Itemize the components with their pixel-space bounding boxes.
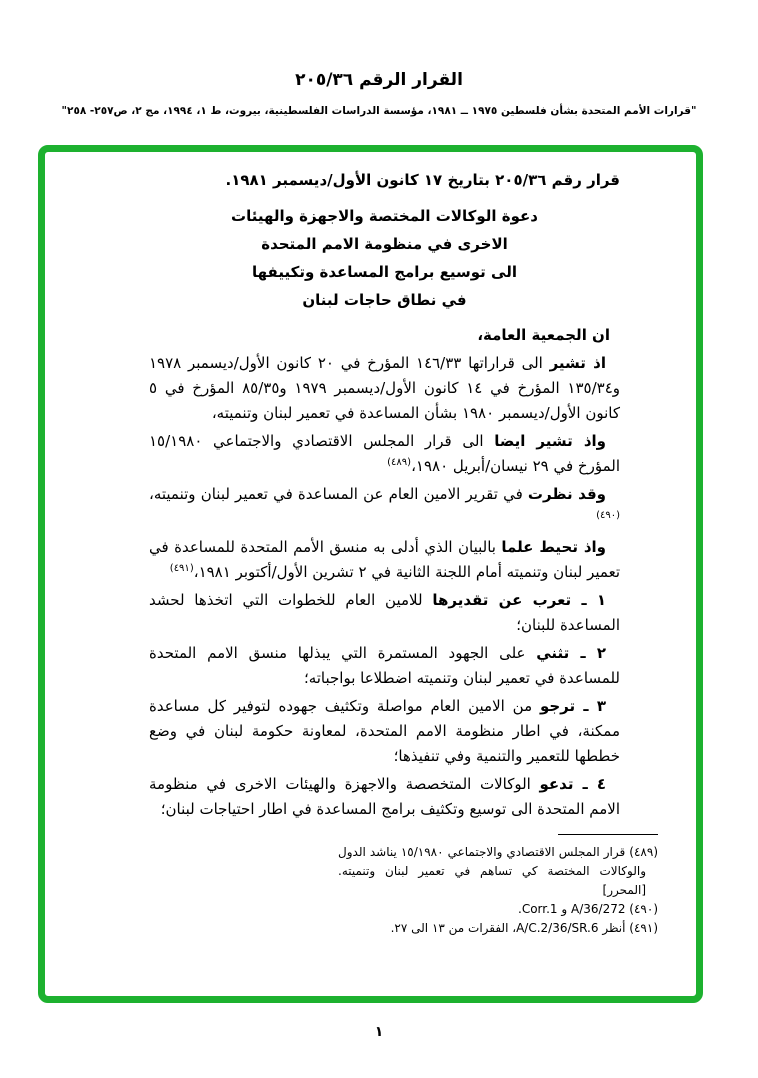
preamble-paragraph bbox=[149, 429, 620, 479]
operative-number: ٤ ـ bbox=[573, 775, 606, 793]
footnote-reference: (٤٩٠) bbox=[596, 510, 620, 521]
preamble-lead: اذ تشير bbox=[549, 354, 607, 372]
operative-lead: تثني bbox=[536, 644, 570, 662]
preamble-text: بالبيان الذي أدلى به منسق الأمم المتحدة للمساعدة في تعمير لبنان وتنميته أمام اللجنة الثانية في ٢ تشرين الأول/أكتوبر ١٩٨١، bbox=[149, 538, 620, 581]
footnote-separator-rule bbox=[558, 834, 658, 835]
resolution-heading bbox=[149, 202, 620, 314]
operative-section bbox=[149, 588, 620, 822]
footnote-marker: (٤٩١) bbox=[625, 921, 658, 935]
resolution-content bbox=[45, 152, 696, 996]
footnote-reference: (٤٩١) bbox=[169, 563, 194, 574]
operative-lead: تعرب عن تقديرها bbox=[432, 591, 572, 609]
operative-paragraph bbox=[149, 694, 620, 769]
operative-paragraph bbox=[149, 772, 620, 822]
page-number: ١ bbox=[374, 1024, 384, 1040]
resolution-ref-line: قرار رقم ٢٠٥/٣٦ بتاريخ ١٧ كانون الأول/ديسمبر ١٩٨١. bbox=[225, 171, 620, 189]
heading-line: دعوة الوكالات المختصة والاجهزة والهيئات bbox=[231, 207, 538, 225]
preamble-lead: واذ تشير ايضا bbox=[494, 432, 606, 450]
operative-text: من الامين العام مواصلة وتكثيف جهوده لتوفير كل مساعدة ممكنة، في اطار منظومة الامم المتحدة، لمعاونة حكومة لبنان في وضع خططها للتعمير والتنمية وفي تنفيذها؛ bbox=[149, 697, 620, 765]
footnote-reference: (٤٨٩) bbox=[387, 457, 412, 468]
heading-line: في نطاق حاجات لبنان bbox=[302, 291, 467, 309]
preamble-lead: وقد نظرت bbox=[527, 485, 606, 503]
operative-lead: تدعو bbox=[539, 775, 574, 793]
preamble-text: الى قرار المجلس الاقتصادي والاجتماعي ١٥/١٩٨٠ المؤرخ في ٢٩ نيسان/أبريل ١٩٨٠، bbox=[149, 432, 620, 475]
preamble-paragraph bbox=[149, 535, 620, 585]
footnote-item bbox=[338, 919, 658, 938]
resolution-border-box bbox=[38, 145, 703, 1003]
preamble-lead: واذ تحيط علما bbox=[501, 538, 606, 556]
footnote-item bbox=[338, 900, 658, 919]
preamble-paragraph bbox=[149, 482, 620, 532]
operative-text: الوكالات المتخصصة والاجهزة والهيئات الاخرى في منظومة الامم المتحدة الى توسيع وتكثيف برامج المساعدة في اطار احتياجات لبنان؛ bbox=[149, 775, 620, 818]
footnote-text: أنظر A/C.2/36/SR.6، الفقرات من ١٣ الى ٢٧. bbox=[390, 921, 626, 935]
preamble-paragraph bbox=[149, 351, 620, 426]
opening-line: ان الجمعية العامة، bbox=[477, 326, 610, 344]
footnotes-block bbox=[338, 834, 658, 938]
preamble-text: الى قراراتها ١٤٦/٣٣ المؤرخ في ٢٠ كانون الأول/ديسمبر ١٩٧٨ و١٣٥/٣٤ المؤرخ في ١٤ كانون الأول/ديسمبر ١٩٧٩ و٨٥/٣٥ المؤرخ في ٥ كانون الأول/ديسمبر ١٩٨٠ بشأن المساعدة في تعمير لبنان وتنميته، bbox=[149, 354, 621, 422]
preamble-section bbox=[149, 351, 620, 585]
footnote-item bbox=[338, 843, 658, 900]
operative-number: ٢ ـ bbox=[569, 644, 607, 662]
footnotes-section bbox=[338, 843, 658, 938]
operative-number: ١ ـ bbox=[571, 591, 606, 609]
heading-line: الى توسيع برامج المساعدة وتكييفها bbox=[252, 263, 517, 281]
page-title: القرار الرقم ٢٠٥/٣٦ bbox=[295, 70, 463, 90]
operative-text: على الجهود المستمرة التي يبذلها منسق الامم المتحدة للمساعدة في تعمير لبنان وتنميته اضطلاعا بواجباته؛ bbox=[149, 644, 620, 687]
operative-paragraph bbox=[149, 641, 620, 691]
source-citation: "قرارات الأمم المتحدة بشأن فلسطين ١٩٧٥ ــ ١٩٨١، مؤسسة الدراسات الفلسطينية، بيروت، ط ١، ١٩٩٤، مج ٢، ص٢٥٧- ٢٥٨" bbox=[61, 105, 697, 117]
footnote-text: قرار المجلس الاقتصادي والاجتماعي ١٥/١٩٨٠ يناشد الدول والوكالات المختصة كي تساهم في تعمير لبنان وتنميته. [المحرر] bbox=[338, 845, 646, 897]
footnote-marker: (٤٩٠) bbox=[625, 902, 658, 916]
footnote-text: A/36/272 و Corr.1. bbox=[518, 902, 626, 916]
operative-text: للامين العام للخطوات التي اتخذها لحشد المساعدة للبنان؛ bbox=[149, 591, 620, 634]
heading-line: الاخرى في منظومة الامم المتحدة bbox=[261, 235, 508, 253]
operative-lead: ترجو bbox=[539, 697, 576, 715]
operative-number: ٣ ـ bbox=[575, 697, 607, 715]
footnote-marker: (٤٨٩) bbox=[625, 845, 659, 859]
operative-paragraph bbox=[149, 588, 620, 638]
preamble-text: في تقرير الامين العام عن المساعدة في تعمير لبنان وتنميته، bbox=[149, 485, 528, 503]
